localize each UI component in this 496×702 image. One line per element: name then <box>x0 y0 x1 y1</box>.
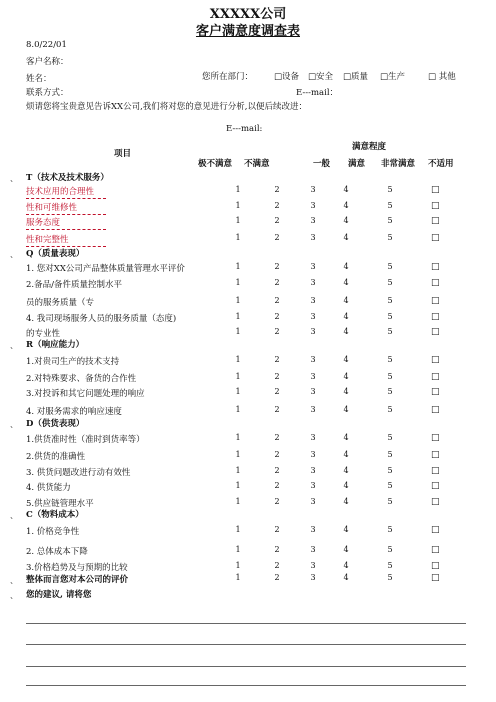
q-0-1-na-checkbox[interactable]: □ <box>431 201 440 211</box>
suggestion-line-3[interactable] <box>26 666 466 667</box>
q-4-2-rating-3[interactable]: 3 <box>310 561 316 570</box>
q-3-3-rating-1[interactable]: 1 <box>235 481 241 490</box>
q-2-3-rating-2[interactable]: 2 <box>274 405 280 414</box>
question-label: 5.供应链管理水平 <box>26 499 94 509</box>
q-2-0-rating-2[interactable]: 2 <box>274 355 280 364</box>
question-label: 3. 供货问题改进行动有效性 <box>26 468 131 478</box>
section-bullet: 、 <box>10 576 18 585</box>
q-1-3-rating-3[interactable]: 3 <box>310 312 316 321</box>
q-1-0-rating-3[interactable]: 3 <box>310 262 316 271</box>
department-option-other[interactable]: □ 其他 <box>428 72 456 82</box>
q-3-3-rating-3[interactable]: 3 <box>310 481 316 490</box>
q-4-0-na-checkbox[interactable]: □ <box>431 525 440 535</box>
q-3-4-rating-1[interactable]: 1 <box>235 497 241 506</box>
q-0-3-rating-1[interactable]: 1 <box>235 233 241 242</box>
q-3-0-rating-4[interactable]: 4 <box>343 433 349 442</box>
q-2-3-rating-5[interactable]: 5 <box>387 405 393 414</box>
q-0-1-rating-2[interactable]: 2 <box>274 201 280 210</box>
q-2-0-rating-5[interactable]: 5 <box>387 355 393 364</box>
question-label: 2. 总体成本下降 <box>26 547 88 557</box>
q-2-1-na-checkbox[interactable]: □ <box>431 372 440 382</box>
question-label: 技术应用的合理性 <box>26 187 95 197</box>
q-1-3-rating-4[interactable]: 4 <box>343 312 349 321</box>
q-1-4-rating-3[interactable]: 3 <box>310 327 316 336</box>
q-1-2-rating-5[interactable]: 5 <box>387 296 393 305</box>
q-0-1-rating-5[interactable]: 5 <box>387 201 393 210</box>
question-label: 2.供货的准确性 <box>26 452 86 462</box>
section-bullet: 、 <box>10 174 18 183</box>
section-bullet: 、 <box>10 250 18 259</box>
question-label: 的专业性 <box>26 329 61 339</box>
q-2-3-rating-3[interactable]: 3 <box>310 405 316 414</box>
q-4-1-rating-5[interactable]: 5 <box>387 545 393 554</box>
item-header: 项目 <box>114 149 132 159</box>
q-3-3-rating-5[interactable]: 5 <box>387 481 393 490</box>
suggestion-line-2[interactable] <box>26 644 466 645</box>
q-3-0-rating-5[interactable]: 5 <box>387 433 393 442</box>
q-3-2-na-checkbox[interactable]: □ <box>431 466 440 476</box>
q-2-2-rating-5[interactable]: 5 <box>387 387 393 396</box>
q-0-0-rating-4[interactable]: 4 <box>343 185 349 194</box>
q-3-2-rating-3[interactable]: 3 <box>310 466 316 475</box>
company-title: XXXXX公司 <box>209 7 287 22</box>
q-2-2-rating-1[interactable]: 1 <box>235 387 241 396</box>
q-1-0-na-checkbox[interactable]: □ <box>431 262 440 272</box>
q-3-4-rating-2[interactable]: 2 <box>274 497 280 506</box>
section-title: D（供货表现） <box>26 419 85 429</box>
q-1-1-rating-4[interactable]: 4 <box>343 278 349 287</box>
q-2-0-rating-1[interactable]: 1 <box>235 355 241 364</box>
q-0-2-rating-4[interactable]: 4 <box>343 216 349 225</box>
q-2-2-rating-4[interactable]: 4 <box>343 387 349 396</box>
q-0-0-rating-2[interactable]: 2 <box>274 185 280 194</box>
q-0-2-rating-3[interactable]: 3 <box>310 216 316 225</box>
overall-rating-2[interactable]: 2 <box>274 573 280 582</box>
customer-name-label: 客户名称： <box>26 57 69 67</box>
section-title: T（技术及技术服务） <box>26 173 109 183</box>
q-0-2-na-checkbox[interactable]: □ <box>431 216 440 226</box>
question-label: 员的服务质量（专 <box>26 298 95 308</box>
overall-rating-5[interactable]: 5 <box>387 573 393 582</box>
q-3-2-rating-2[interactable]: 2 <box>274 466 280 475</box>
q-4-0-rating-5[interactable]: 5 <box>387 525 393 534</box>
question-label: 性和可维修性 <box>26 203 78 213</box>
question-label: 1.对贵司生产的技术支持 <box>26 357 120 367</box>
department-option-equipment[interactable]: □设备 <box>274 72 300 82</box>
q-1-3-rating-5[interactable]: 5 <box>387 312 393 321</box>
q-1-3-rating-2[interactable]: 2 <box>274 312 280 321</box>
q-4-1-rating-2[interactable]: 2 <box>274 545 280 554</box>
q-3-2-rating-5[interactable]: 5 <box>387 466 393 475</box>
q-1-1-rating-1[interactable]: 1 <box>235 278 241 287</box>
q-2-3-rating-1[interactable]: 1 <box>235 405 241 414</box>
red-underline <box>26 198 106 199</box>
q-0-3-rating-2[interactable]: 2 <box>274 233 280 242</box>
department-option-quality[interactable]: □质量 <box>343 72 369 82</box>
q-0-1-rating-3[interactable]: 3 <box>310 201 316 210</box>
q-4-0-rating-4[interactable]: 4 <box>343 525 349 534</box>
q-1-1-na-checkbox[interactable]: □ <box>431 278 440 288</box>
q-1-4-rating-1[interactable]: 1 <box>235 327 241 336</box>
q-0-2-rating-5[interactable]: 5 <box>387 216 393 225</box>
q-0-2-rating-2[interactable]: 2 <box>274 216 280 225</box>
red-underline <box>26 214 106 215</box>
satisfaction-header: 满意程度 <box>352 142 387 152</box>
q-1-0-rating-5[interactable]: 5 <box>387 262 393 271</box>
q-2-2-rating-2[interactable]: 2 <box>274 387 280 396</box>
q-0-0-rating-5[interactable]: 5 <box>387 185 393 194</box>
suggestion-label: 您的建议, 请将您 <box>26 590 92 600</box>
satisfaction-level-6: 不适用 <box>428 159 454 169</box>
suggestion-line-4[interactable] <box>26 685 466 686</box>
q-4-2-na-checkbox[interactable]: □ <box>431 561 440 571</box>
q-1-2-rating-2[interactable]: 2 <box>274 296 280 305</box>
question-label: 1. 您对XX公司产品整体质量管理水平评价 <box>26 264 185 274</box>
q-4-2-rating-2[interactable]: 2 <box>274 561 280 570</box>
q-0-3-rating-5[interactable]: 5 <box>387 233 393 242</box>
q-3-4-rating-5[interactable]: 5 <box>387 497 393 506</box>
q-2-1-rating-3[interactable]: 3 <box>310 372 316 381</box>
q-1-0-rating-1[interactable]: 1 <box>235 262 241 271</box>
form-title: 客户满意度调查表 <box>195 24 300 39</box>
q-0-0-rating-3[interactable]: 3 <box>310 185 316 194</box>
satisfaction-level-1: 极不满意 <box>198 159 233 169</box>
q-2-1-rating-4[interactable]: 4 <box>343 372 349 381</box>
q-4-2-rating-1[interactable]: 1 <box>235 561 241 570</box>
q-4-0-rating-2[interactable]: 2 <box>274 525 280 534</box>
question-label: 3.对投诉和其它问题处理的响应 <box>26 389 145 399</box>
q-3-4-rating-4[interactable]: 4 <box>343 497 349 506</box>
red-underline <box>26 229 106 230</box>
q-1-2-rating-1[interactable]: 1 <box>235 296 241 305</box>
q-4-0-rating-1[interactable]: 1 <box>235 525 241 534</box>
q-0-3-rating-4[interactable]: 4 <box>343 233 349 242</box>
q-0-2-rating-1[interactable]: 1 <box>235 216 241 225</box>
section-bullet: 、 <box>10 591 18 600</box>
q-0-3-rating-3[interactable]: 3 <box>310 233 316 242</box>
overall-rating-1[interactable]: 1 <box>235 573 241 582</box>
q-2-0-rating-3[interactable]: 3 <box>310 355 316 364</box>
q-1-4-na-checkbox[interactable]: □ <box>431 327 440 337</box>
suggestion-line-1[interactable] <box>26 623 466 624</box>
q-1-1-rating-3[interactable]: 3 <box>310 278 316 287</box>
q-3-0-na-checkbox[interactable]: □ <box>431 433 440 443</box>
q-3-0-rating-2[interactable]: 2 <box>274 433 280 442</box>
q-2-1-rating-1[interactable]: 1 <box>235 372 241 381</box>
q-2-3-na-checkbox[interactable]: □ <box>431 405 440 415</box>
q-3-3-na-checkbox[interactable]: □ <box>431 481 440 491</box>
q-2-2-na-checkbox[interactable]: □ <box>431 387 440 397</box>
question-label: 2.备品/备件质量控制水平 <box>26 280 122 290</box>
question-label: 2.对特殊要求、备货的合作性 <box>26 374 137 384</box>
q-3-3-rating-2[interactable]: 2 <box>274 481 280 490</box>
q-1-2-na-checkbox[interactable]: □ <box>431 296 440 306</box>
q-1-3-na-checkbox[interactable]: □ <box>431 312 440 322</box>
department-label: 您所在部门： <box>202 72 254 82</box>
question-label: 3.价格趋势及与预期的比较 <box>26 563 128 573</box>
question-label: 服务态度 <box>26 218 61 228</box>
q-4-2-rating-5[interactable]: 5 <box>387 561 393 570</box>
section-title: C（物料成本） <box>26 510 84 520</box>
q-2-0-na-checkbox[interactable]: □ <box>431 355 440 365</box>
q-4-2-rating-4[interactable]: 4 <box>343 561 349 570</box>
q-1-2-rating-4[interactable]: 4 <box>343 296 349 305</box>
q-3-1-rating-2[interactable]: 2 <box>274 450 280 459</box>
q-1-0-rating-2[interactable]: 2 <box>274 262 280 271</box>
q-1-4-rating-4[interactable]: 4 <box>343 327 349 336</box>
q-3-4-na-checkbox[interactable]: □ <box>431 497 440 507</box>
section-title: Q（质量表现） <box>26 249 85 259</box>
q-0-3-na-checkbox[interactable]: □ <box>431 233 440 243</box>
q-2-3-rating-4[interactable]: 4 <box>343 405 349 414</box>
section-bullet: 、 <box>10 511 18 520</box>
q-1-3-rating-1[interactable]: 1 <box>235 312 241 321</box>
q-0-1-rating-1[interactable]: 1 <box>235 201 241 210</box>
q-3-1-rating-1[interactable]: 1 <box>235 450 241 459</box>
q-2-1-rating-5[interactable]: 5 <box>387 372 393 381</box>
overall-question: 整体而言您对本公司的评价 <box>26 575 129 585</box>
q-3-2-rating-1[interactable]: 1 <box>235 466 241 475</box>
q-3-0-rating-3[interactable]: 3 <box>310 433 316 442</box>
q-2-2-rating-3[interactable]: 3 <box>310 387 316 396</box>
q-3-0-rating-1[interactable]: 1 <box>235 433 241 442</box>
q-0-0-na-checkbox[interactable]: □ <box>431 185 440 195</box>
section-bullet: 、 <box>10 341 18 350</box>
email-label-top: E---mail： <box>296 88 339 98</box>
q-1-1-rating-5[interactable]: 5 <box>387 278 393 287</box>
department-option-safety[interactable]: □安全 <box>308 72 334 82</box>
question-label: 4. 对服务需求的响应速度 <box>26 407 122 417</box>
q-3-1-rating-3[interactable]: 3 <box>310 450 316 459</box>
q-1-2-rating-3[interactable]: 3 <box>310 296 316 305</box>
satisfaction-level-4: 满意 <box>348 159 366 169</box>
q-2-0-rating-4[interactable]: 4 <box>343 355 349 364</box>
date-text: 8.0/22/01 <box>26 40 67 50</box>
overall-rating-4[interactable]: 4 <box>343 573 349 582</box>
q-4-1-rating-4[interactable]: 4 <box>343 545 349 554</box>
q-3-4-rating-3[interactable]: 3 <box>310 497 316 506</box>
q-1-4-rating-5[interactable]: 5 <box>387 327 393 336</box>
section-bullet: 、 <box>10 420 18 429</box>
contact-label: 联系方式： <box>26 88 69 98</box>
satisfaction-level-3: 一般 <box>313 159 331 169</box>
q-3-1-rating-5[interactable]: 5 <box>387 450 393 459</box>
q-0-1-rating-4[interactable]: 4 <box>343 201 349 210</box>
intro-text: 烦请您将宝贵意见告诉XX公司,我们将对您的意见进行分析,以便后续改进： <box>26 102 308 112</box>
email-label-mid: E---mail: <box>226 124 263 134</box>
q-1-4-rating-2[interactable]: 2 <box>274 327 280 336</box>
q-3-1-rating-4[interactable]: 4 <box>343 450 349 459</box>
question-label: 4. 我司现场服务人员的服务质量（态度) <box>26 314 177 324</box>
q-1-1-rating-2[interactable]: 2 <box>274 278 280 287</box>
q-4-1-na-checkbox[interactable]: □ <box>431 545 440 555</box>
q-0-0-rating-1[interactable]: 1 <box>235 185 241 194</box>
overall-na-checkbox[interactable]: □ <box>431 573 440 583</box>
q-4-1-rating-3[interactable]: 3 <box>310 545 316 554</box>
q-4-1-rating-1[interactable]: 1 <box>235 545 241 554</box>
satisfaction-level-2: 不满意 <box>244 159 270 169</box>
q-3-1-na-checkbox[interactable]: □ <box>431 450 440 460</box>
satisfaction-level-5: 非常满意 <box>381 159 416 169</box>
question-label: 性和完整性 <box>26 235 69 245</box>
q-4-0-rating-3[interactable]: 3 <box>310 525 316 534</box>
q-3-3-rating-4[interactable]: 4 <box>343 481 349 490</box>
q-2-1-rating-2[interactable]: 2 <box>274 372 280 381</box>
overall-rating-3[interactable]: 3 <box>310 573 316 582</box>
name-label: 姓名： <box>26 74 52 84</box>
question-label: 4. 供货能力 <box>26 483 71 493</box>
question-label: 1. 价格竞争性 <box>26 527 80 537</box>
question-label: 1.供货准时性（准时到货率等） <box>26 435 145 445</box>
department-option-production[interactable]: □生产 <box>380 72 406 82</box>
q-3-2-rating-4[interactable]: 4 <box>343 466 349 475</box>
section-title: R（响应能力） <box>26 340 85 350</box>
q-1-0-rating-4[interactable]: 4 <box>343 262 349 271</box>
